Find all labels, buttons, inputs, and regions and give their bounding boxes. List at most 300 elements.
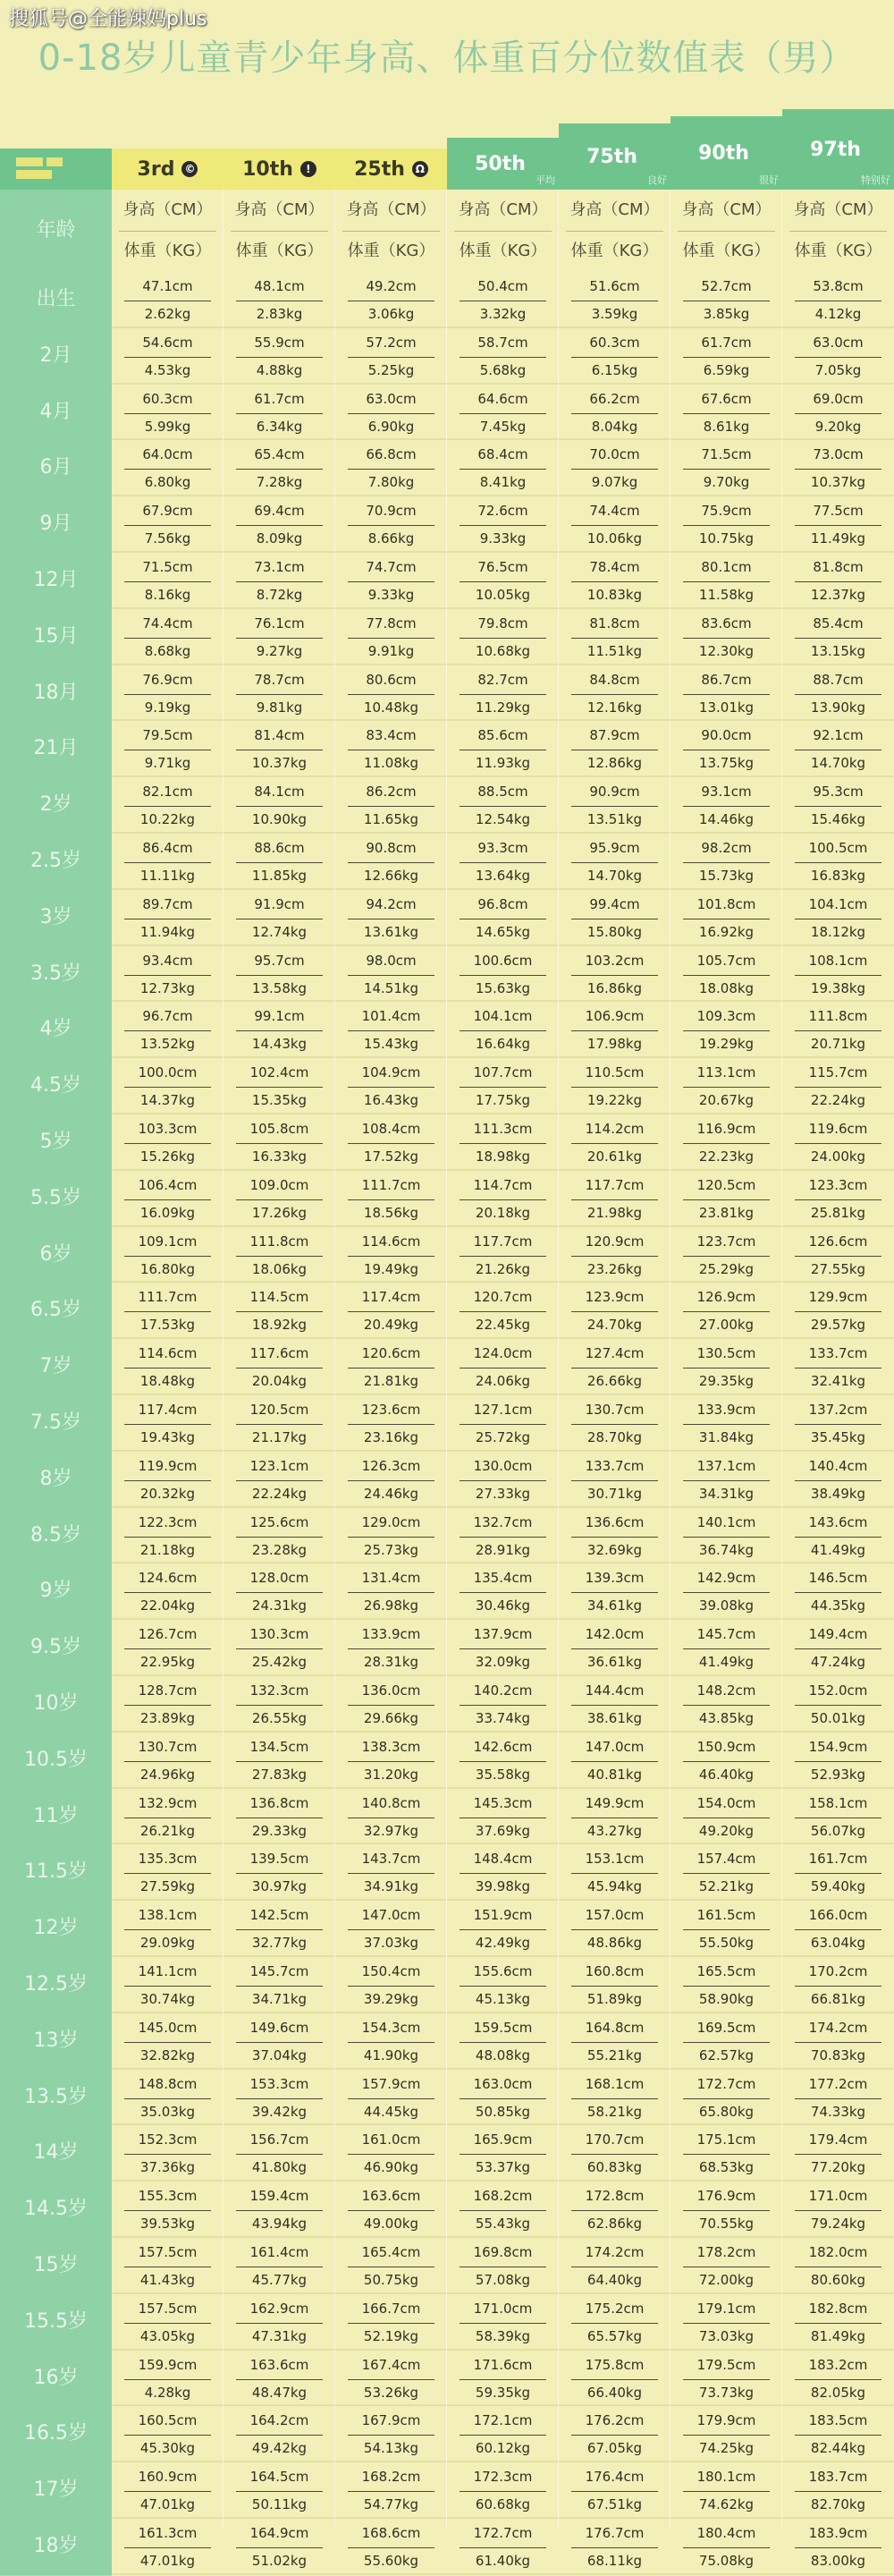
weight-value: 14.70kg (810, 755, 866, 772)
age-cell (0, 2462, 112, 2520)
age-label: 7.5岁 (30, 1411, 81, 1434)
height-value: 74.4cm (571, 496, 658, 526)
height-value: 152.0cm (795, 1676, 881, 1706)
weight-value: 56.07kg (810, 1822, 866, 1839)
age-cell (0, 2351, 112, 2408)
height-value: 108.1cm (795, 946, 881, 976)
weight-value: 14.70kg (586, 868, 643, 884)
height-value: 130.5cm (683, 1339, 770, 1368)
height-value: 149.4cm (795, 1620, 881, 1649)
age-label: 8.5岁 (30, 1523, 81, 1546)
weight-value: 18.56kg (363, 1204, 419, 1221)
percentile-tab-25th (335, 148, 447, 190)
weight-value: 25.42kg (251, 1654, 308, 1671)
height-value: 171.6cm (460, 2351, 546, 2380)
height-value: 128.0cm (236, 1563, 323, 1593)
weight-value: 16.33kg (251, 1148, 308, 1165)
height-value: 106.4cm (124, 1171, 211, 1200)
weight-value: 50.85kg (475, 2103, 531, 2120)
percentile-label: 25th (354, 157, 405, 181)
weight-value: 67.05kg (586, 2440, 643, 2457)
weight-value: 9.81kg (256, 699, 303, 716)
height-value: 140.1cm (683, 1508, 770, 1538)
weight-value: 73.03kg (698, 2327, 755, 2344)
height-value: 148.4cm (460, 1844, 546, 1874)
weight-value: 11.65kg (363, 811, 419, 828)
weight-value: 10.37kg (251, 755, 308, 772)
height-value: 150.4cm (348, 1957, 434, 1987)
height-value: 160.5cm (124, 2406, 211, 2436)
age-label: 16.5岁 (24, 2422, 88, 2445)
age-cell (0, 946, 112, 1004)
weight-value: 19.38kg (810, 979, 866, 996)
age-label: 9岁 (39, 1580, 72, 1603)
weight-value: 9.71kg (144, 755, 191, 772)
height-value: 128.7cm (124, 1676, 211, 1706)
height-value: 66.8cm (348, 440, 434, 470)
height-value: 114.7cm (460, 1171, 546, 1200)
watermark: 搜狐号@全能辣妈plus (9, 8, 207, 30)
age-cell (0, 1452, 112, 1509)
height-value: 161.3cm (124, 2519, 211, 2548)
weight-value: 44.35kg (810, 1597, 866, 1614)
weight-value: 24.70kg (586, 1317, 643, 1334)
weight-value: 45.77kg (251, 2272, 308, 2288)
age-cell (0, 1789, 112, 1846)
age-label: 2月 (39, 343, 72, 367)
height-value: 148.8cm (124, 2070, 211, 2099)
weight-value: 17.75kg (475, 1092, 531, 1109)
weight-value: 10.22kg (139, 811, 196, 828)
height-value: 98.0cm (348, 946, 434, 976)
weight-value: 19.29kg (698, 1036, 755, 1053)
weight-value: 10.06kg (586, 530, 643, 547)
height-value: 175.1cm (683, 2125, 770, 2155)
age-label: 13.5岁 (24, 2085, 88, 2108)
height-value: 117.6cm (236, 1339, 323, 1368)
height-value: 157.5cm (124, 2238, 211, 2267)
height-value: 136.6cm (571, 1508, 658, 1538)
weight-value: 72.00kg (698, 2272, 755, 2288)
height-value: 111.7cm (348, 1171, 434, 1200)
logo-blocks (0, 148, 112, 190)
table-row (0, 553, 894, 609)
table-row (0, 609, 894, 665)
age-label: 12.5岁 (24, 1973, 88, 1996)
weight-value: 11.58kg (698, 587, 755, 603)
height-value: 87.9cm (571, 721, 658, 750)
height-value: 89.7cm (124, 890, 211, 919)
height-value: 90.8cm (348, 834, 434, 863)
weight-value: 20.61kg (586, 1148, 643, 1165)
height-value: 157.0cm (571, 1901, 658, 1930)
height-value: 183.9cm (795, 2519, 881, 2548)
percentile-label: 10th (242, 157, 293, 181)
height-value: 80.1cm (683, 553, 770, 582)
height-value: 142.5cm (236, 1901, 323, 1930)
weight-value: 60.83kg (586, 2159, 643, 2176)
height-value: 172.3cm (460, 2462, 546, 2492)
age-label: 13岁 (33, 2029, 79, 2052)
weight-value: 9.70kg (703, 474, 750, 491)
age-cell (0, 2406, 112, 2463)
height-value: 130.7cm (124, 1733, 211, 1762)
age-cell (0, 1395, 112, 1453)
weight-value: 11.85kg (251, 868, 308, 884)
age-cell (0, 2070, 112, 2127)
height-value: 136.0cm (348, 1676, 434, 1706)
height-unit-label: 身高（CM） (789, 190, 887, 232)
weight-value: 26.55kg (251, 1710, 308, 1726)
weight-value: 11.29kg (475, 699, 531, 716)
table-row (0, 2462, 894, 2519)
weight-value: 29.09kg (139, 1935, 196, 1952)
weight-value: 12.73kg (139, 979, 196, 996)
weight-value: 11.93kg (475, 755, 531, 772)
weight-value: 81.49kg (810, 2327, 866, 2344)
weight-value: 47.31kg (251, 2327, 308, 2344)
table-row (0, 1676, 894, 1733)
weight-value: 17.26kg (251, 1204, 308, 1221)
weight-value: 12.16kg (586, 699, 643, 716)
weight-value: 55.21kg (586, 2046, 643, 2063)
weight-value: 24.96kg (139, 1766, 196, 1783)
height-value: 61.7cm (236, 385, 323, 414)
height-value: 117.4cm (348, 1283, 434, 1312)
weight-unit-label: 体重（KG） (570, 242, 659, 260)
height-value: 132.9cm (124, 1789, 211, 1818)
weight-value: 62.86kg (586, 2216, 643, 2233)
height-value: 109.0cm (236, 1171, 323, 1200)
weight-value: 12.86kg (586, 755, 643, 772)
height-value: 180.4cm (683, 2519, 770, 2548)
height-value: 92.1cm (795, 721, 881, 750)
table-row (0, 2070, 894, 2126)
weight-value: 20.49kg (363, 1317, 419, 1334)
height-value: 140.4cm (795, 1452, 881, 1481)
weight-value: 8.41kg (479, 474, 527, 491)
weight-value: 2.62kg (144, 306, 191, 322)
weight-value: 48.08kg (475, 2046, 531, 2063)
weight-value: 10.90kg (251, 811, 308, 828)
height-value: 176.4cm (571, 2462, 658, 2492)
weight-value: 15.80kg (586, 923, 643, 940)
weight-value: 16.09kg (139, 1204, 196, 1221)
height-value: 115.7cm (795, 1058, 881, 1088)
height-value: 91.9cm (236, 890, 323, 919)
height-value: 116.9cm (683, 1114, 770, 1144)
weight-value: 2.83kg (256, 306, 303, 322)
weight-value: 6.59kg (703, 361, 750, 378)
height-value: 138.1cm (124, 1901, 211, 1930)
weight-value: 28.31kg (363, 1654, 419, 1671)
height-value: 140.8cm (348, 1789, 434, 1818)
weight-unit-label: 体重（KG） (459, 242, 547, 260)
weight-value: 9.07kg (591, 474, 638, 491)
weight-value: 23.81kg (698, 1204, 755, 1221)
height-value: 141.1cm (124, 1957, 211, 1987)
weight-value: 52.21kg (698, 1878, 755, 1895)
height-value: 50.4cm (460, 272, 546, 301)
weight-value: 75.08kg (698, 2553, 755, 2569)
height-value: 132.7cm (460, 1508, 546, 1538)
height-value: 147.0cm (571, 1733, 658, 1762)
weight-value: 22.23kg (698, 1148, 755, 1165)
age-cell (0, 1901, 112, 1958)
age-cell (0, 1339, 112, 1396)
age-label: 21月 (33, 737, 79, 760)
height-value: 63.0cm (795, 328, 881, 358)
height-value: 179.4cm (795, 2125, 881, 2155)
weight-value: 24.31kg (251, 1597, 308, 1614)
column-divider (558, 190, 559, 2529)
weight-value: 9.19kg (144, 699, 191, 716)
weight-value: 8.09kg (256, 530, 303, 547)
weight-value: 14.43kg (251, 1036, 308, 1053)
weight-value: 53.37kg (475, 2159, 531, 2176)
weight-value: 24.46kg (363, 1485, 419, 1502)
weight-value: 18.08kg (698, 979, 755, 996)
height-unit-label: 身高（CM） (454, 190, 552, 232)
percentile-label: 97th (810, 138, 861, 161)
height-value: 73.0cm (795, 440, 881, 470)
height-value: 151.9cm (460, 1901, 546, 1930)
height-value: 148.2cm (683, 1676, 770, 1706)
weight-value: 55.50kg (698, 1935, 755, 1952)
weight-value: 61.40kg (475, 2553, 531, 2569)
weight-value: 21.98kg (586, 1204, 643, 1221)
weight-value: 47.01kg (139, 2553, 196, 2569)
height-value: 127.4cm (571, 1339, 658, 1368)
height-value: 130.7cm (571, 1395, 658, 1425)
weight-value: 19.43kg (139, 1429, 196, 1445)
table-row (0, 1563, 894, 1620)
height-value: 175.8cm (571, 2351, 658, 2380)
height-value: 139.3cm (571, 1563, 658, 1593)
weight-value: 13.90kg (810, 699, 866, 716)
height-value: 88.7cm (795, 665, 881, 695)
table-row (0, 1789, 894, 1845)
weight-unit-label: 体重（KG） (123, 242, 212, 260)
weight-value: 23.26kg (586, 1260, 643, 1277)
table-row (0, 272, 894, 328)
height-value: 109.3cm (683, 1002, 770, 1031)
height-value: 154.0cm (683, 1789, 770, 1818)
weight-value: 79.24kg (810, 2216, 866, 2233)
age-label: 3岁 (39, 905, 72, 928)
weight-value: 50.75kg (363, 2272, 419, 2288)
height-unit-label: 身高（CM） (678, 190, 775, 232)
height-value: 74.4cm (124, 609, 211, 639)
weight-value: 30.97kg (251, 1878, 308, 1895)
weight-value: 13.51kg (586, 811, 643, 828)
height-value: 120.9cm (571, 1227, 658, 1257)
weight-value: 5.25kg (367, 361, 415, 378)
height-value: 135.3cm (124, 1844, 211, 1874)
weight-value: 37.36kg (139, 2159, 196, 2176)
age-cell (0, 834, 112, 891)
height-value: 99.1cm (236, 1002, 323, 1031)
age-label: 15月 (33, 624, 79, 648)
percentile-tab-75th (559, 123, 670, 190)
height-value: 109.1cm (124, 1227, 211, 1257)
height-value: 117.7cm (571, 1171, 658, 1200)
percentile-label: 90th (698, 141, 749, 165)
table-row (0, 1395, 894, 1452)
height-value: 174.2cm (795, 2013, 881, 2043)
height-value: 123.6cm (348, 1395, 434, 1425)
height-value: 104.1cm (795, 890, 881, 919)
percentile-tab-50th (447, 138, 559, 190)
weight-value: 31.20kg (363, 1766, 419, 1783)
height-value: 137.2cm (795, 1395, 881, 1425)
height-value: 166.7cm (348, 2294, 434, 2324)
weight-value: 19.49kg (363, 1260, 419, 1277)
table-row (0, 1508, 894, 1564)
age-cell (0, 1508, 112, 1565)
weight-value: 29.35kg (698, 1373, 755, 1390)
weight-value: 49.20kg (698, 1822, 755, 1839)
weight-value: 66.40kg (586, 2384, 643, 2401)
table-row (0, 328, 894, 385)
weight-value: 27.00kg (698, 1317, 755, 1334)
weight-value: 39.08kg (698, 1597, 755, 1614)
height-value: 131.4cm (348, 1563, 434, 1593)
height-value: 146.5cm (795, 1563, 881, 1593)
height-value: 164.5cm (236, 2462, 323, 2492)
weight-value: 53.26kg (363, 2384, 419, 2401)
height-value: 127.1cm (460, 1395, 546, 1425)
height-value: 167.9cm (348, 2406, 434, 2436)
weight-value: 50.11kg (251, 2496, 308, 2513)
weight-value: 12.54kg (475, 811, 531, 828)
height-value: 111.7cm (124, 1283, 211, 1312)
weight-value: 67.51kg (586, 2496, 643, 2513)
weight-value: 15.73kg (698, 868, 755, 884)
height-value: 52.7cm (683, 272, 770, 301)
height-value: 149.9cm (571, 1789, 658, 1818)
height-value: 179.1cm (683, 2294, 770, 2324)
age-label: 4岁 (39, 1018, 72, 1041)
weight-value: 13.15kg (810, 642, 866, 659)
height-value: 108.4cm (348, 1114, 434, 1144)
weight-value: 17.53kg (139, 1317, 196, 1334)
weight-value: 29.57kg (810, 1317, 866, 1334)
height-value: 168.2cm (348, 2462, 434, 2492)
age-label: 11.5岁 (24, 1860, 88, 1884)
height-value: 135.4cm (460, 1563, 546, 1593)
weight-value: 40.81kg (586, 1766, 643, 1783)
weight-value: 42.49kg (475, 1935, 531, 1952)
weight-value: 28.91kg (475, 1541, 531, 1558)
height-value: 96.7cm (124, 1002, 211, 1031)
height-value: 83.6cm (683, 609, 770, 639)
weight-unit-label: 体重（KG） (235, 242, 324, 260)
height-value: 123.9cm (571, 1283, 658, 1312)
weight-value: 16.80kg (139, 1260, 196, 1277)
weight-value: 21.18kg (139, 1541, 196, 1558)
height-value: 133.7cm (795, 1339, 881, 1368)
weight-value: 43.05kg (139, 2327, 196, 2344)
age-label: 9.5岁 (30, 1636, 81, 1659)
height-value: 83.4cm (348, 721, 434, 750)
weight-value: 11.51kg (586, 642, 643, 659)
weight-value: 22.95kg (139, 1654, 196, 1671)
weight-value: 28.70kg (586, 1429, 643, 1445)
age-cell (0, 2013, 112, 2071)
age-cell (0, 890, 112, 947)
age-label: 6岁 (39, 1242, 72, 1266)
height-value: 76.9cm (124, 665, 211, 695)
weight-value: 18.98kg (475, 1148, 531, 1165)
height-value: 145.0cm (124, 2013, 211, 2043)
weight-value: 43.85kg (698, 1710, 755, 1726)
weight-value: 33.74kg (475, 1710, 531, 1726)
age-cell (0, 553, 112, 610)
percentile-tag: 良好 (647, 174, 667, 186)
height-value: 158.1cm (795, 1789, 881, 1818)
height-value: 105.8cm (236, 1114, 323, 1144)
height-value: 120.6cm (348, 1339, 434, 1368)
age-label: 14岁 (33, 2141, 79, 2165)
weight-value: 59.40kg (810, 1878, 866, 1895)
height-value: 133.9cm (683, 1395, 770, 1425)
height-value: 101.4cm (348, 1002, 434, 1031)
weight-value: 58.39kg (475, 2327, 531, 2344)
weight-value: 10.37kg (810, 474, 866, 491)
age-label: 16岁 (33, 2366, 79, 2389)
weight-value: 15.43kg (363, 1036, 419, 1053)
age-label: 9月 (39, 513, 72, 536)
height-value: 150.9cm (683, 1733, 770, 1762)
height-value: 70.9cm (348, 496, 434, 526)
height-value: 67.6cm (683, 385, 770, 414)
height-value: 73.1cm (236, 553, 323, 582)
height-value: 138.3cm (348, 1733, 434, 1762)
height-value: 175.2cm (571, 2294, 658, 2324)
height-value: 159.4cm (236, 2182, 323, 2211)
weight-value: 32.77kg (251, 1935, 308, 1952)
weight-value: 41.49kg (698, 1654, 755, 1671)
weight-value: 6.15kg (591, 361, 638, 378)
age-cell (0, 272, 112, 329)
height-value: 93.1cm (683, 777, 770, 807)
age-label: 2.5岁 (30, 850, 81, 872)
weight-value: 45.13kg (475, 1991, 531, 2007)
weight-value: 30.71kg (586, 1485, 643, 1502)
age-cell (0, 1844, 112, 1902)
weight-value: 13.64kg (475, 868, 531, 884)
weight-value: 21.81kg (363, 1373, 419, 1390)
height-value: 134.5cm (236, 1733, 323, 1762)
height-value: 75.9cm (683, 496, 770, 526)
weight-value: 50.01kg (810, 1710, 866, 1726)
age-header-label: 年龄 (36, 219, 76, 242)
age-label: 2岁 (39, 793, 72, 817)
height-value: 163.6cm (348, 2182, 434, 2211)
height-value: 133.9cm (348, 1620, 434, 1649)
height-value: 157.9cm (348, 2070, 434, 2099)
height-value: 170.7cm (571, 2125, 658, 2155)
age-label: 17岁 (33, 2479, 79, 2502)
height-value: 168.6cm (348, 2519, 434, 2548)
height-value: 77.8cm (348, 609, 434, 639)
table-row (0, 2294, 894, 2351)
height-value: 169.5cm (683, 2013, 770, 2043)
weight-value: 41.43kg (139, 2272, 196, 2288)
weight-value: 8.16kg (144, 587, 191, 603)
age-cell (0, 1114, 112, 1172)
